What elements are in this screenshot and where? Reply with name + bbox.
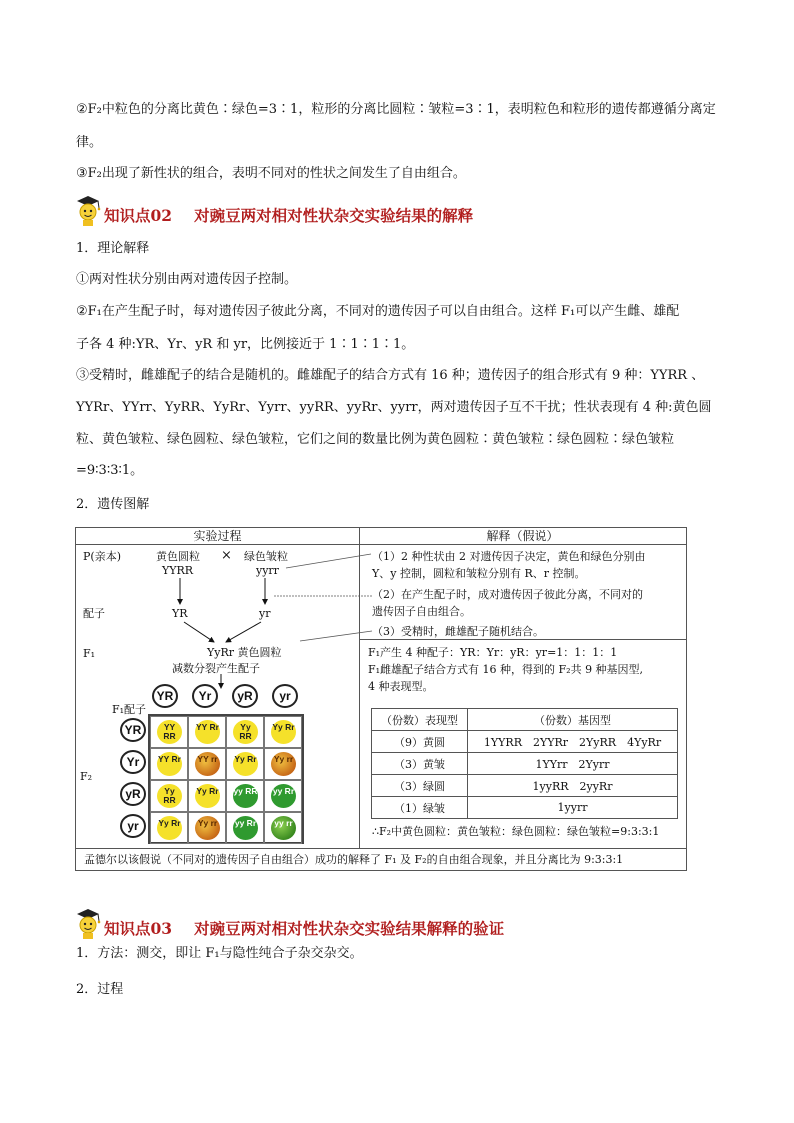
punnett-cell: [226, 716, 264, 748]
explanation-1b: Y、y 控制，圆粒和皱粒分别有 R、r 控制。: [372, 567, 586, 580]
header-hypothesis: 解释（假说）: [359, 528, 686, 545]
p-label: P(亲本): [83, 550, 121, 563]
punnett-cell: [188, 812, 226, 844]
figure-summary: 孟德尔以该假说（不同对的遗传因子自由组合）成功的解释了 F₁ 及 F₂的自由组合现象，并且分离比为 9:3:3:1: [84, 853, 624, 866]
gamete-circle: YR: [152, 684, 178, 708]
table-cell: （9）黄圆: [372, 731, 468, 753]
genotype-table: [371, 708, 678, 819]
table-cell: 1YYRR 2YYRr 2YyRR 4YyRr: [468, 731, 678, 753]
punnett-cell: [226, 748, 264, 780]
table-cell: 1yyrr: [468, 797, 678, 819]
theory-line-3b: YYRr、YYrr、YyRR、YyRr、Yyrr、yyRR、yyRr、yyrr，两对遗传因子互不干扰；性状表现有 4 种:黄色圆: [76, 400, 712, 415]
pea-genotype: Yy Rr: [157, 816, 182, 840]
section-heading-03: [74, 906, 504, 940]
explanation-2a: （2）在产生配子时，成对遗传因子彼此分离，不同对的: [372, 588, 643, 601]
scholar-icon: [74, 906, 102, 940]
process-subheading: 2．过程: [76, 982, 124, 997]
f1-phenotype-count: 4 种表现型。: [368, 680, 434, 693]
pea-genotype: yy Rr: [233, 816, 258, 840]
header-process: 实验过程: [76, 528, 359, 545]
table-cell: 1yyRR 2yyRr: [468, 775, 678, 797]
pea-genotype: yy RR: [233, 784, 258, 808]
pea-genotype: yy Rr: [271, 784, 296, 808]
gamete-circle: Yr: [192, 684, 218, 708]
f1-genotype: YyRr 黄色圆粒: [207, 646, 282, 659]
paragraph-segregation: ②F₂中粒色的分离比黄色∶绿色=3∶1，粒形的分离比圆粒∶皱粒=3∶1，表明粒色和粒形的遗传都遵循分离定: [76, 102, 716, 117]
parent-1-phenotype: 黄色圆粒: [156, 550, 200, 563]
table-header-phenotype: （份数）表现型: [372, 709, 468, 731]
table-cell: （3）黄皱: [372, 753, 468, 775]
f1-gametes-label: F₁配子: [112, 703, 147, 716]
gamete-circle: YR: [120, 718, 146, 742]
meiosis-text: 减数分裂产生配子: [172, 662, 260, 675]
f1-label: F₁: [83, 647, 96, 660]
explanation-1a: （1）2 种性状由 2 对遗传因子决定，黄色和绿色分别由: [372, 550, 646, 563]
theory-line-3a: ③受精时，雌雄配子的结合是随机的。雌雄配子的结合方式有 16 种；遗传因子的组合形式有 9 种：YYRR 、: [76, 368, 705, 383]
theory-line-3c: 粒、黄色皱粒、绿色圆粒、绿色皱粒，它们之间的数量比例为黄色圆粒∶黄色皱粒∶绿色圆粒∶绿色皱粒: [76, 432, 675, 447]
theory-line-2b: 子各 4 种:YR、Yr、yR 和 yr，比例接近于 1∶1∶1∶1。: [76, 337, 415, 352]
f1-gametes-text: F₁产生 4 种配子：YR：Yr：yR：yr=1：1：1：1: [368, 646, 618, 659]
gamete-yr-lower: yr: [259, 607, 271, 620]
pea-genotype: Yy Rr: [271, 720, 296, 744]
parent-2-genotype: yyrr: [256, 564, 279, 577]
pea-genotype: yy rr: [271, 816, 296, 840]
pea-genotype: YY Rr: [157, 752, 182, 776]
gamete-yr-upper: YR: [172, 607, 188, 620]
pea-genotype: YY Rr: [195, 720, 220, 744]
cross-symbol: ×: [221, 548, 232, 563]
punnett-cell: [264, 780, 302, 812]
gamete-circle: yr: [272, 684, 298, 708]
punnett-cell: [150, 812, 188, 844]
scholar-icon: [74, 193, 102, 227]
pea-genotype: Yy rr: [195, 816, 220, 840]
punnett-cell: [264, 812, 302, 844]
gamete-circle: yr: [120, 814, 146, 838]
table-cell: 1YYrr 2Yyrr: [468, 753, 678, 775]
paragraph-new-combination: ③F₂出现了新性状的组合，表明不同对的性状之间发生了自由组合。: [76, 166, 466, 181]
punnett-cell: [188, 780, 226, 812]
ratio-conclusion: ∴F₂中黄色圆粒：黄色皱粒：绿色圆粒：绿色皱粒=9:3:3:1: [372, 825, 660, 838]
section-title: 对豌豆两对相对性状杂交实验结果解释的验证: [194, 919, 505, 938]
subheading-diagram: 2．遗传图解: [76, 497, 150, 512]
table-cell: （3）绿圆: [372, 775, 468, 797]
explanation-3: （3）受精时，雌雄配子随机结合。: [372, 625, 544, 638]
pea-genotype: Yy Rr: [233, 752, 258, 776]
paragraph-segregation-end: 律。: [76, 135, 103, 150]
punnett-cell: [188, 748, 226, 780]
section-heading-02: [74, 193, 473, 227]
punnett-cell: [150, 716, 188, 748]
parent-1-genotype: YYRR: [162, 564, 194, 577]
bottom-divider: [76, 848, 686, 849]
pea-genotype: YY rr: [195, 752, 220, 776]
pea-genotype: Yy Rr: [195, 784, 220, 808]
right-divider: [359, 639, 686, 640]
theory-line-2a: ②F₁在产生配子时，每对遗传因子彼此分离，不同对的遗传因子可以自由组合。这样 F₁可以产生雌、雄配: [76, 304, 680, 319]
punnett-cell: [264, 716, 302, 748]
genetic-diagram: [75, 527, 687, 871]
gamete-circle: Yr: [120, 750, 146, 774]
gamete-label: 配子: [83, 607, 105, 620]
section-number: 知识点02: [104, 206, 173, 225]
table-header-genotype: （份数）基因型: [468, 709, 678, 731]
method-line: 1．方法：测交，即让 F₁与隐性纯合子杂交杂交。: [76, 946, 363, 961]
parent-2-phenotype: 绿色皱粒: [244, 550, 288, 563]
pea-genotype: Yy rr: [271, 752, 296, 776]
f2-label: F₂: [80, 770, 93, 783]
leader-lines: [226, 548, 376, 644]
punnett-cell: [150, 748, 188, 780]
punnett-cell: [188, 716, 226, 748]
f1-combination-text: F₁雌雄配子结合方式有 16 种，得到的 F₂共 9 种基因型,: [368, 663, 644, 676]
explanation-2b: 遗传因子自由组合。: [372, 605, 471, 618]
punnett-cell: [264, 748, 302, 780]
section-title: 对豌豆两对相对性状杂交实验结果的解释: [194, 206, 474, 225]
punnett-cell: [226, 780, 264, 812]
theory-line-3d: =9∶3∶3∶1。: [76, 463, 144, 478]
pea-genotype: Yy RR: [157, 784, 182, 808]
table-cell: （1）绿皱: [372, 797, 468, 819]
pea-genotype: YY RR: [157, 720, 182, 744]
gamete-circle: yR: [120, 782, 146, 806]
section-number: 知识点03: [104, 919, 173, 938]
punnett-cell: [150, 780, 188, 812]
punnett-cell: [226, 812, 264, 844]
subheading-theory: 1．理论解释: [76, 241, 150, 256]
pea-genotype: Yy RR: [233, 720, 258, 744]
gamete-circle: yR: [232, 684, 258, 708]
theory-line-1: ①两对性状分别由两对遗传因子控制。: [76, 272, 298, 287]
